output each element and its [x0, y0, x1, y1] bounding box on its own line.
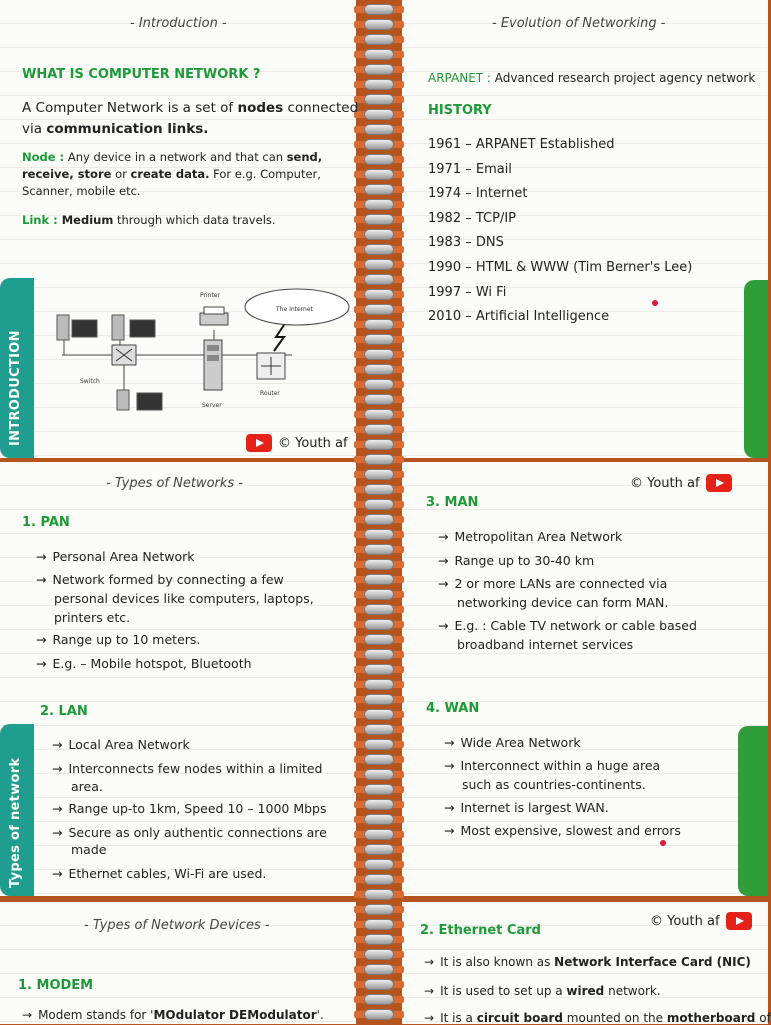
- section-heading: WHAT IS COMPUTER NETWORK ?: [22, 67, 261, 82]
- pan-text: Network formed by connecting a few: [52, 572, 284, 587]
- spiral-ring: [352, 334, 406, 346]
- lan-text: Ethernet cables, Wi-Fi are used.: [68, 866, 267, 881]
- youtube-icon: [246, 434, 272, 452]
- printer-label: Printer: [200, 292, 220, 299]
- spiral-ring: [352, 364, 406, 376]
- spiral-ring: [352, 889, 406, 901]
- spiral-ring: [352, 79, 406, 91]
- wan-item: → Wide Area Network: [444, 735, 581, 750]
- spiral-ring: [352, 274, 406, 286]
- spiral-ring: [352, 199, 406, 211]
- spiral-ring: [352, 1009, 406, 1021]
- definition-line-2: [22, 121, 208, 137]
- spiral-ring: [352, 829, 406, 841]
- spiral-ring: [352, 19, 406, 31]
- lan-text: Range up-to 1km, Speed 10 – 1000 Mbps: [68, 801, 327, 816]
- spiral-ring: [352, 934, 406, 946]
- modem-expansion: MOdulator DEModulator: [153, 1008, 317, 1022]
- spiral-ring: [352, 349, 406, 361]
- youtube-credit: © Youth af: [630, 475, 700, 491]
- ethernet-heading: 2. Ethernet Card: [420, 923, 541, 938]
- pan-text: Range up to 10 meters.: [52, 632, 201, 647]
- history-item: 2010 – Artificial Intelligence: [428, 309, 610, 324]
- spiral-ring: [352, 514, 406, 526]
- ethernet-text: network.: [604, 984, 661, 998]
- spiral-ring: [352, 964, 406, 976]
- history-item: 1997 – Wi Fi: [428, 285, 507, 300]
- lan-text: Interconnects few nodes within a limited: [68, 761, 323, 776]
- definition-nodes: nodes: [237, 100, 284, 116]
- spiral-ring: [352, 664, 406, 676]
- wan-item: → Interconnect within a huge area: [444, 758, 661, 773]
- spiral-ring: [352, 229, 406, 241]
- spiral-ring: [352, 874, 406, 886]
- modem-text: Modem stands for ': [38, 1008, 154, 1022]
- server-icon: [204, 340, 222, 390]
- history-item: 1990 – HTML & WWW (Tim Berner's Lee): [428, 260, 693, 275]
- ethernet-text: mounted on the: [562, 1011, 667, 1025]
- spiral-ring: [352, 244, 406, 256]
- youtube-badge[interactable]: [246, 434, 348, 452]
- ethernet-text: It is a: [440, 1011, 477, 1025]
- evolution-tab: [744, 280, 768, 458]
- arpanet-line: [428, 71, 755, 85]
- pan-text: E.g. – Mobile hotspot, Bluetooth: [52, 656, 252, 671]
- spiral-ring: [352, 529, 406, 541]
- pointer-dot: [660, 840, 666, 846]
- node-line-2: [22, 167, 321, 181]
- types-tab-label: Types of network: [8, 757, 23, 888]
- history-item: 1982 – TCP/IP: [428, 211, 516, 226]
- spiral-ring: [352, 169, 406, 181]
- spiral-ring: [352, 319, 406, 331]
- wan-item: → Internet is largest WAN.: [444, 800, 609, 815]
- wan-text: Interconnect within a huge area: [460, 758, 661, 773]
- lightning-icon: [274, 325, 284, 351]
- pointer-dot: [652, 300, 658, 306]
- spiral-ring: [352, 469, 406, 481]
- spiral-ring: [352, 949, 406, 961]
- wan-item: → Most expensive, slowest and errors: [444, 823, 681, 838]
- spiral-ring: [352, 259, 406, 271]
- youtube-credit: © Youth af: [650, 913, 720, 929]
- spiral-ring: [352, 769, 406, 781]
- node-send: send,: [286, 150, 323, 164]
- spiral-ring: [352, 124, 406, 136]
- computer-icon: [57, 315, 162, 410]
- wan-text: Most expensive, slowest and errors: [460, 823, 681, 838]
- youtube-badge[interactable]: [630, 474, 732, 492]
- man-item: → Metropolitan Area Network: [438, 529, 623, 544]
- man-text: E.g. : Cable TV network or cable based: [454, 618, 697, 633]
- node-text: or: [111, 167, 131, 181]
- page-title: - Types of Networks -: [106, 476, 244, 491]
- router-icon: [257, 353, 285, 379]
- spiral-ring: [352, 814, 406, 826]
- history-item: 1971 – Email: [428, 162, 512, 177]
- node-line-3: [22, 184, 141, 198]
- spiral-ring: [352, 304, 406, 316]
- ethernet-item: → It is used to set up a wired network.: [424, 984, 661, 998]
- spiral-ring: [352, 409, 406, 421]
- man-item: → Range up to 30-40 km: [438, 553, 595, 568]
- printer-icon: [200, 307, 228, 325]
- lan-text: Secure as only authentic connections are: [68, 825, 327, 840]
- lan-item: → Range up-to 1km, Speed 10 – 1000 Mbps: [52, 801, 327, 816]
- pan-item: → Network formed by connecting a few: [36, 572, 284, 587]
- spiral-ring: [352, 859, 406, 871]
- switch-icon: [112, 345, 136, 365]
- spiral-ring: [352, 919, 406, 931]
- spiral-ring: [352, 484, 406, 496]
- ethernet-item: → It is also known as Network Interface Card (NIC): [424, 955, 751, 969]
- node-text: For e.g. Computer,: [209, 167, 321, 181]
- arpanet-label: ARPANET :: [428, 71, 491, 85]
- pan-item: → Personal Area Network: [36, 549, 195, 564]
- lan-item: → Local Area Network: [52, 737, 190, 752]
- spiral-ring: [352, 4, 406, 16]
- node-receive: receive, store: [22, 167, 112, 181]
- spiral-ring: [352, 139, 406, 151]
- lan-heading: 2. LAN: [40, 704, 88, 719]
- wan-item-cont: such as countries-continents.: [462, 777, 646, 792]
- wan-heading: 4. WAN: [426, 701, 480, 716]
- spiral-ring: [352, 379, 406, 391]
- lan-item: → Ethernet cables, Wi-Fi are used.: [52, 866, 267, 881]
- pan-item-cont: printers etc.: [54, 610, 131, 625]
- ethernet-text: It is used to set up a: [440, 984, 567, 998]
- spiral-ring: [352, 289, 406, 301]
- definition-links: communication links.: [46, 121, 209, 137]
- spiral-ring: [352, 454, 406, 466]
- spiral-ring: [352, 844, 406, 856]
- definition-text: A Computer Network is a set of: [22, 100, 238, 116]
- spiral-ring: [352, 694, 406, 706]
- wan-text: Wide Area Network: [460, 735, 581, 750]
- ethernet-wired: wired: [566, 984, 605, 998]
- link-label: Link :: [22, 213, 58, 227]
- man-wan-tab: [738, 726, 768, 896]
- page-title: - Types of Network Devices -: [84, 918, 270, 933]
- man-text: Range up to 30-40 km: [454, 553, 595, 568]
- spiral-ring: [352, 34, 406, 46]
- youtube-icon: [706, 474, 732, 492]
- history-heading: HISTORY: [428, 103, 492, 118]
- spiral-ring: [352, 649, 406, 661]
- pan-item-cont: personal devices like computers, laptops,: [54, 591, 314, 606]
- spiral-ring: [352, 679, 406, 691]
- pan-heading: 1. PAN: [22, 515, 70, 530]
- man-item: → 2 or more LANs are connected via: [438, 576, 668, 591]
- node-text: Scanner, mobile etc.: [22, 184, 141, 198]
- history-item: 1974 – Internet: [428, 186, 528, 201]
- spiral-ring: [352, 214, 406, 226]
- link-line: [22, 213, 276, 227]
- network-diagram: [52, 285, 352, 410]
- page-title: - Introduction -: [130, 16, 227, 31]
- spiral-ring: [352, 739, 406, 751]
- spiral-ring: [352, 154, 406, 166]
- spiral-ring: [352, 994, 406, 1006]
- spiral-ring: [352, 904, 406, 916]
- lan-text: Local Area Network: [68, 737, 190, 752]
- spiral-ring: [352, 184, 406, 196]
- router-label: Router: [260, 390, 280, 397]
- spiral-ring: [352, 64, 406, 76]
- internet-label: The Internet: [276, 306, 313, 313]
- youtube-badge[interactable]: [650, 912, 752, 930]
- ethernet-nic: Network Interface Card (NIC): [554, 955, 751, 969]
- youtube-credit: © Youth af: [278, 435, 348, 451]
- man-item: → E.g. : Cable TV network or cable based: [438, 618, 697, 633]
- arpanet-text: Advanced research project agency network: [490, 71, 756, 85]
- introduction-tab-label: INTRODUCTION: [8, 330, 23, 446]
- spiral-ring: [352, 619, 406, 631]
- spiral-ring: [352, 754, 406, 766]
- spiral-ring: [352, 109, 406, 121]
- spiral-ring: [352, 799, 406, 811]
- spiral-ring: [352, 394, 406, 406]
- lan-item-cont: area.: [71, 779, 103, 794]
- spiral-ring: [352, 589, 406, 601]
- node-label: Node :: [22, 150, 65, 164]
- youtube-icon: [726, 912, 752, 930]
- man-text: Metropolitan Area Network: [454, 529, 623, 544]
- modem-item: → Modem stands for 'MOdulator DEModulator'.: [22, 1008, 324, 1022]
- spiral-ring: [352, 709, 406, 721]
- definition-text: connected: [283, 100, 359, 116]
- ethernet-text: It is also known as: [440, 955, 555, 969]
- man-heading: 3. MAN: [426, 495, 479, 510]
- spiral-ring: [352, 784, 406, 796]
- node-create: create data.: [130, 167, 210, 181]
- pan-item: → E.g. – Mobile hotspot, Bluetooth: [36, 656, 252, 671]
- spiral-ring: [352, 604, 406, 616]
- modem-text: '.: [316, 1008, 324, 1022]
- link-text: through which data travels.: [113, 213, 276, 227]
- lan-item: → Secure as only authentic connections are: [52, 825, 327, 840]
- spiral-binding: [352, 0, 406, 1024]
- pan-item: → Range up to 10 meters.: [36, 632, 201, 647]
- ethernet-text: of: [755, 1011, 771, 1025]
- history-item: 1961 – ARPANET Established: [428, 137, 615, 152]
- man-item-cont: networking device can form MAN.: [457, 595, 669, 610]
- page-title: - Evolution of Networking -: [492, 16, 666, 31]
- node-text: Any device in a network and that can: [64, 150, 287, 164]
- pan-text: Personal Area Network: [52, 549, 195, 564]
- history-item: 1983 – DNS: [428, 235, 504, 250]
- ethernet-item: → It is a circuit board mounted on the motherboard of: [424, 1011, 771, 1025]
- switch-label: Switch: [80, 378, 100, 385]
- man-text: 2 or more LANs are connected via: [454, 576, 668, 591]
- spiral-ring: [352, 544, 406, 556]
- definition-line-1: [22, 100, 358, 116]
- definition-text: via: [22, 121, 47, 137]
- spiral-ring: [352, 634, 406, 646]
- lan-item-cont: made: [71, 842, 107, 857]
- spiral-ring: [352, 49, 406, 61]
- wan-text: Internet is largest WAN.: [460, 800, 609, 815]
- spiral-ring: [352, 559, 406, 571]
- node-line-1: [22, 150, 322, 164]
- link-medium: Medium: [57, 213, 114, 227]
- spiral-ring: [352, 424, 406, 436]
- modem-heading: 1. MODEM: [18, 978, 94, 993]
- ethernet-motherboard: motherboard: [666, 1011, 756, 1025]
- spiral-ring: [352, 94, 406, 106]
- spiral-ring: [352, 574, 406, 586]
- ethernet-circuit: circuit board: [476, 1011, 563, 1025]
- spiral-ring: [352, 724, 406, 736]
- server-label: Server: [202, 402, 222, 409]
- spiral-ring: [352, 439, 406, 451]
- spiral-ring: [352, 979, 406, 991]
- spiral-ring: [352, 499, 406, 511]
- lan-item: → Interconnects few nodes within a limited: [52, 761, 323, 776]
- man-item-cont: broadband internet services: [457, 637, 634, 652]
- page-evolution: [402, 0, 768, 458]
